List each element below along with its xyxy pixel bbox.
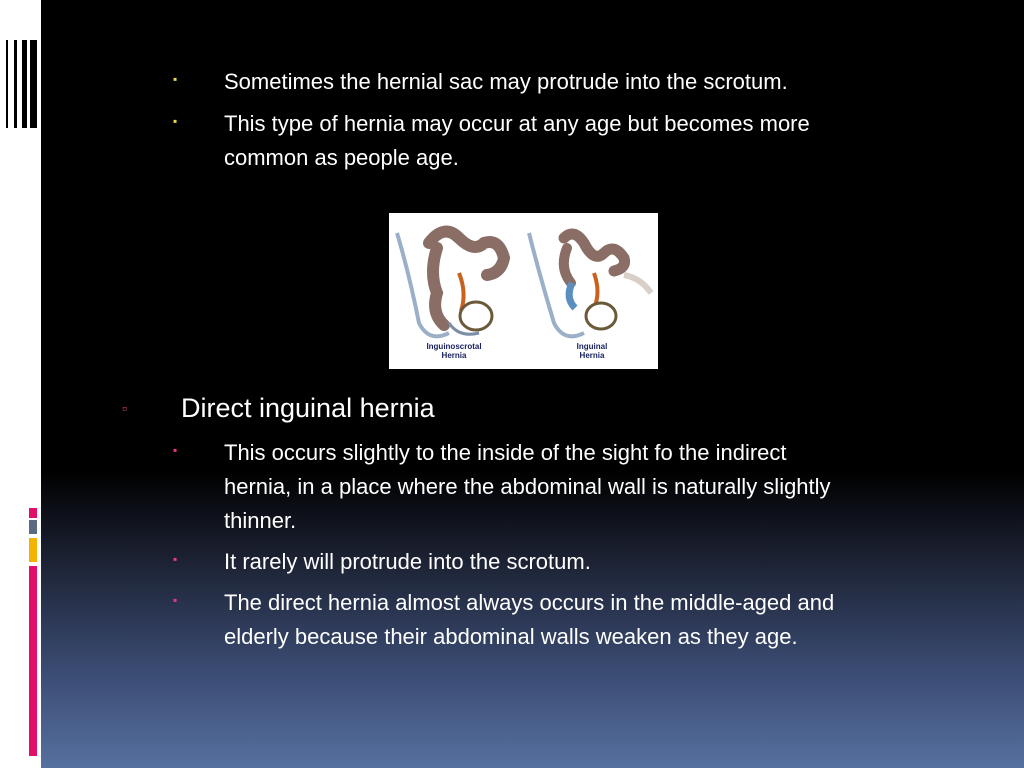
hernia-illustration [389, 213, 658, 369]
bullet-text: This occurs slightly to the inside of the sight fo the indirect [224, 440, 787, 465]
left-decor-strip [0, 0, 41, 768]
bullet-text: common as people age. [224, 145, 459, 170]
left-figure-label-line: Hernia [441, 351, 467, 360]
strip-line [6, 40, 8, 128]
bullet-text: elderly because their abdominal walls weaken as they age. [224, 624, 798, 649]
bullet-text: It rarely will protrude into the scrotum. [224, 549, 591, 574]
bullet-text: Sometimes the hernial sac may protrude into the scrotum. [224, 69, 788, 94]
bullet-marker: ▪ [173, 72, 178, 86]
bullet-marker: ▪ [173, 114, 178, 128]
heading-marker: ▫ [122, 400, 127, 416]
right-figure-label-line: Inguinal [576, 342, 608, 351]
bullet-text: The direct hernia almost always occurs in the middle-aged and [224, 590, 835, 615]
accent-gray-block [29, 520, 37, 534]
accent-pink-bar [29, 566, 37, 756]
inguinoscrotal-drawing [397, 232, 504, 337]
accent-yellow-block [29, 538, 37, 562]
strip-line [22, 40, 27, 128]
strip-line [30, 40, 37, 128]
strip-line [14, 40, 17, 128]
bullet-text: This type of hernia may occur at any age but becomes more [224, 111, 810, 136]
left-figure-label-line: Inguinoscrotal [426, 342, 482, 351]
right-figure-label-line: Hernia [579, 351, 605, 360]
section-heading: Direct inguinal hernia [181, 393, 435, 423]
accent-pink-block [29, 508, 37, 518]
bullet-text: thinner. [224, 508, 297, 533]
bullet-marker: ▪ [173, 593, 178, 607]
bullet-marker: ▪ [173, 552, 178, 566]
inguinal-drawing [529, 233, 651, 336]
bullet-marker: ▪ [173, 443, 178, 457]
bullet-text: hernia, in a place where the abdominal wall is naturally slightly [224, 474, 831, 499]
